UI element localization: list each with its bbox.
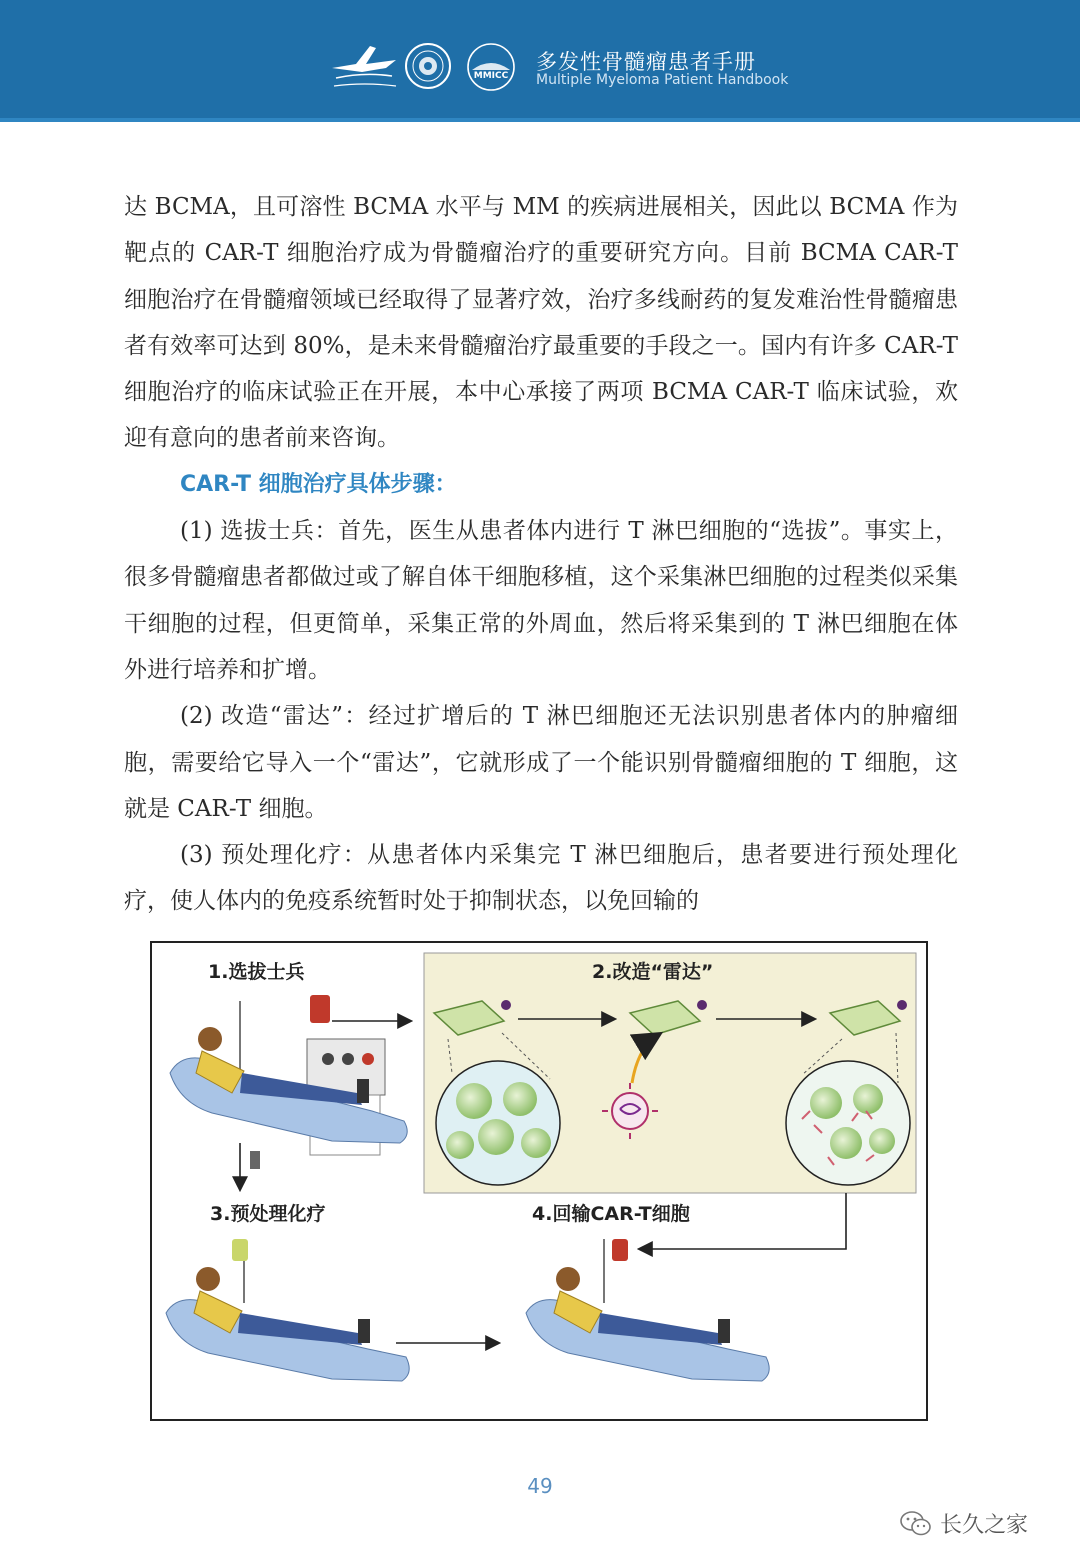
step1-label: 1.选拔士兵 xyxy=(208,961,305,983)
watermark-text: 长久之家 xyxy=(940,1513,1029,1538)
step4-patient-scene xyxy=(526,1239,769,1381)
car-t-bag-icon xyxy=(612,1239,628,1261)
car-t-cells-zoom-circle xyxy=(786,1061,910,1185)
header-bar xyxy=(0,0,1080,122)
step3-patient-scene xyxy=(166,1239,409,1381)
wechat-watermark xyxy=(900,1506,1060,1542)
blood-bag-icon xyxy=(310,995,330,1023)
t-cells-zoom-circle xyxy=(436,1061,560,1185)
intro-paragraph: 达 BCMA，且可溶性 BCMA 水平与 MM 的疾病进展相关，因此以 BCMA 作为靶点的 CAR-T 细胞治疗成为骨髓瘤治疗的重要研究方向。目前 BCMA CAR-T 细胞治疗在骨髓瘤领域已经取得了显著疗效，治疗多线耐药的复发难治性骨髓瘤患者有效率可达到 80%，是未来骨髓瘤治疗最重要的手段之一。国内有许多 CAR-T 细胞治疗的临床试验正在开展，本中心承接了两项 BCMA CAR-T 临床试验，欢迎有意向的患者前来咨询。 xyxy=(124,194,958,452)
wechat-icon xyxy=(900,1510,932,1538)
car-t-steps-figure xyxy=(150,941,928,1421)
step2-label: 2.改造“雷达” xyxy=(592,961,714,983)
mmicc-logo xyxy=(466,42,516,92)
article-body xyxy=(124,184,958,925)
step4-label: 4.回输CAR-T细胞 xyxy=(532,1203,690,1225)
hospital-wing-logo xyxy=(326,42,402,94)
chemo-bag-icon xyxy=(232,1239,248,1261)
step-3-paragraph: (3) 预处理化疗：从患者体内采集完 T 淋巴细胞后，患者要进行预处理化疗，使人体内的免疫系统暂时处于抑制状态，以免回输的 xyxy=(124,842,958,915)
svg-text:MMICC: MMICC xyxy=(473,71,509,81)
car-t-illustration xyxy=(152,943,926,1419)
handbook-subtitle: Multiple Myeloma Patient Handbook xyxy=(536,72,789,88)
section-heading: CAR-T 细胞治疗具体步骤： xyxy=(180,471,457,497)
handbook-title: 多发性骨髓瘤患者手册 xyxy=(536,50,756,74)
step-2-paragraph: (2) 改造“雷达”：经过扩增后的 T 淋巴细胞还无法识别患者体内的肿瘤细胞，需要给它导入一个“雷达”，它就形成了一个能识别骨髓瘤细胞的 T 细胞，这就是 CAR-T 细胞。 xyxy=(124,703,958,822)
page-number: 49 xyxy=(527,1474,553,1498)
step3-label: 3.预处理化疗 xyxy=(210,1203,326,1225)
step-1-paragraph: (1) 选拔士兵：首先，医生从患者体内进行 T 淋巴细胞的“选拔”。事实上，很多骨髓瘤患者都做过或了解自体干细胞移植，这个采集淋巴细胞的过程类似采集干细胞的过程，但更简单，采集正常的外周血，然后将采集到的 T 淋巴细胞在体外进行培养和扩增。 xyxy=(124,518,958,683)
institute-seal-logo xyxy=(404,42,452,90)
